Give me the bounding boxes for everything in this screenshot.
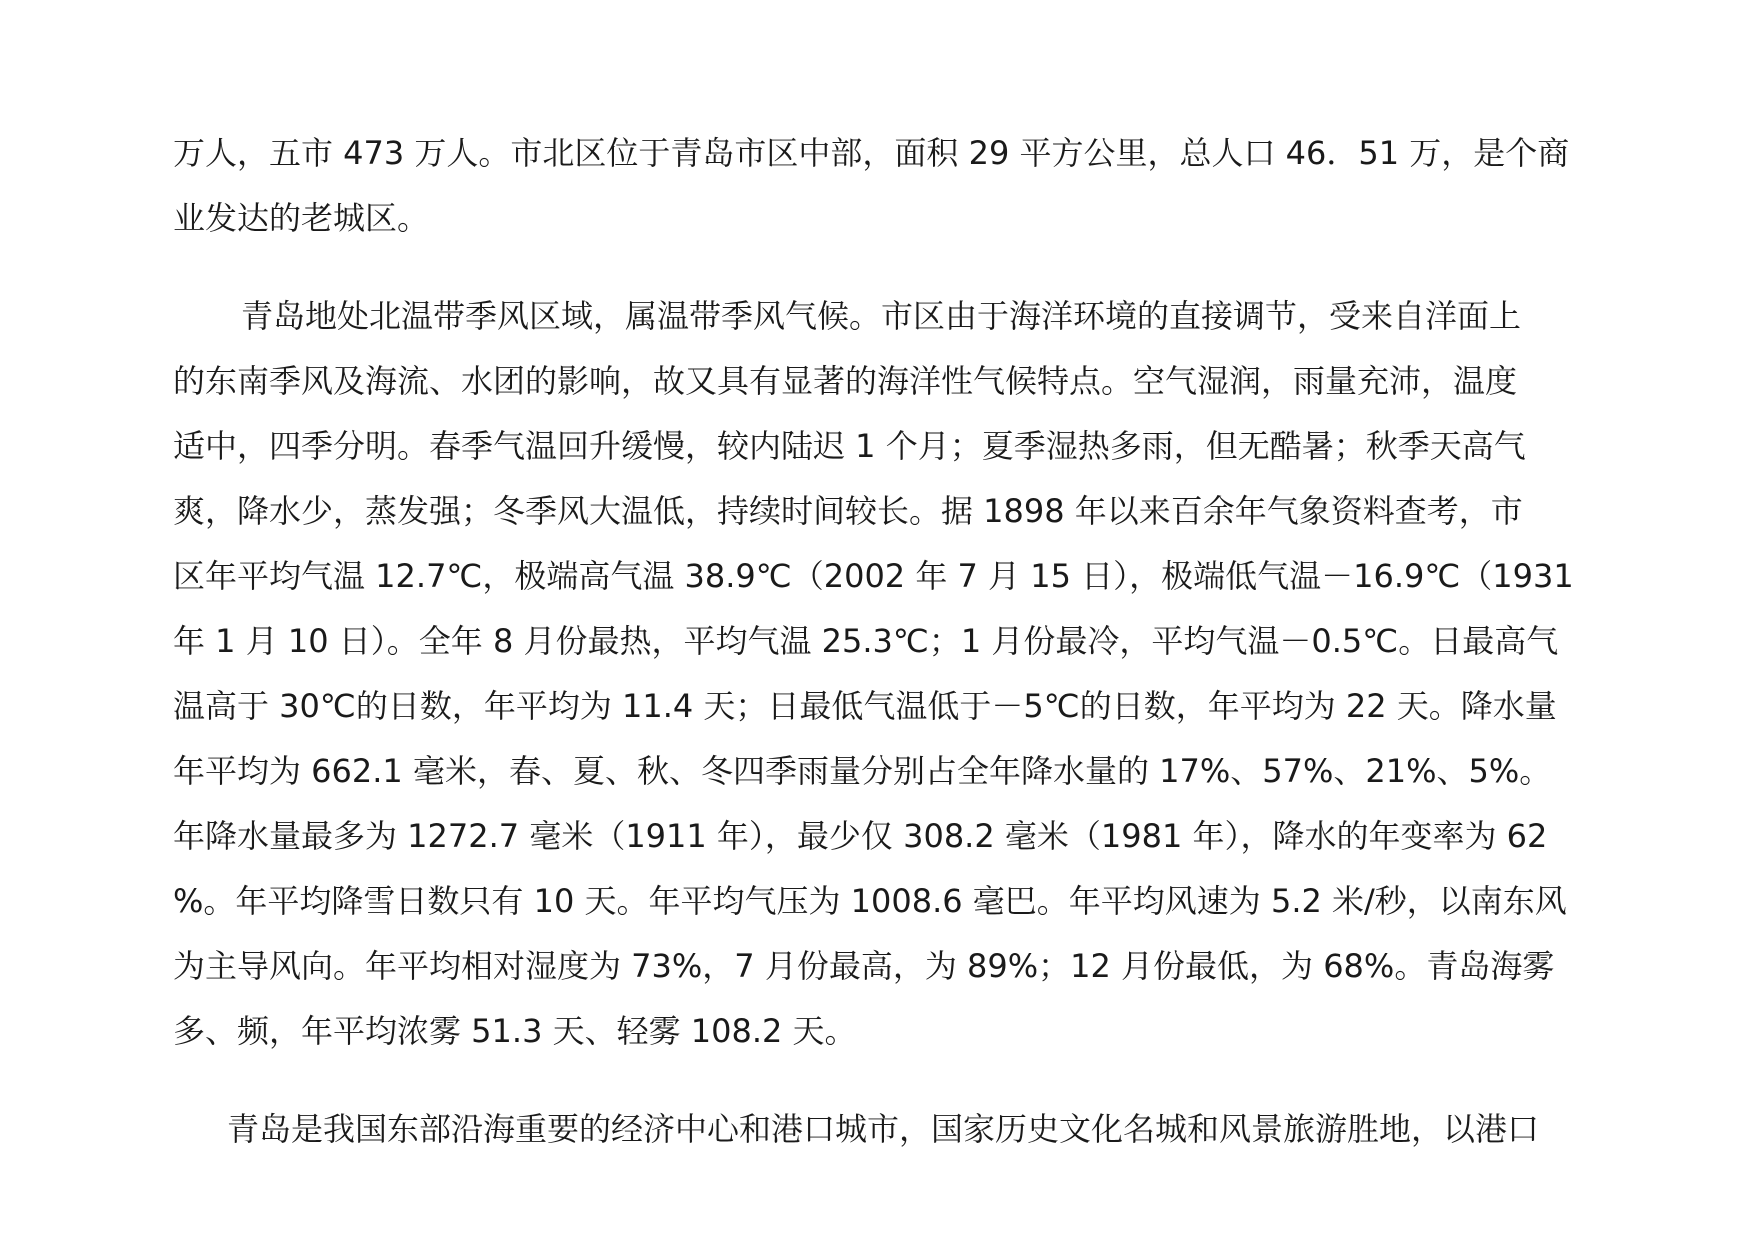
text-line: 适中，四季分明。春季气温回升缓慢，较内陆迟 1 个月；夏季湿热多雨，但无酷暑；秋季天高气 [173,427,1526,465]
text-line: 年 1 月 10 日）。全年 8 月份最热，平均气温 25.3℃；1 月份最冷，平均气温－0.5℃。日最高气 [173,622,1559,660]
text-line: 区年平均气温 12.7℃，极端高气温 38.9℃（2002 年 7 月 15 日），极端低气温－16.9℃（1931 [173,557,1574,595]
text-line: 爽，降水少，蒸发强；冬季风大温低，持续时间较长。据 1898 年以来百余年气象资料查考，市 [173,492,1523,530]
text-line: %。年平均降雪日数只有 10 天。年平均气压为 1008.6 毫巴。年平均风速为 5.2 米/秒，以南东风 [173,882,1567,920]
text-line: 为主导风向。年平均相对湿度为 73%，7 月份最高，为 89%；12 月份最低，为 68%。青岛海雾 [173,947,1555,985]
text-line: 万人，五市 473 万人。市北区位于青岛市区中部，面积 29 平方公里，总人口 46．51 万，是个商 [173,134,1570,172]
text-line: 多、频，年平均浓雾 51.3 天、轻雾 108.2 天。 [173,1012,857,1050]
text-line: 业发达的老城区。 [173,199,430,237]
text-line: 青岛地处北温带季风区域，属温带季风气候。市区由于海洋环境的直接调节，受来自洋面上 [241,297,1522,335]
text-line: 温高于 30℃的日数，年平均为 11.4 天；日最低气温低于－5℃的日数，年平均为 22 天。降水量 [173,687,1557,725]
text-line: 的东南季风及海流、水团的影响，故又具有显著的海洋性气候特点。空气湿润，雨量充沛，温度 [173,362,1518,400]
document-body [173,0,1593,1241]
text-line: 年降水量最多为 1272.7 毫米（1911 年），最少仅 308.2 毫米（1981 年），降水的年变率为 62 [173,817,1548,855]
text-line: 年平均为 662.1 毫米，春、夏、秋、冬四季雨量分别占全年降水量的 17%、57%、21%、5%。 [173,752,1552,790]
text-line: 青岛是我国东部沿海重要的经济中心和港口城市，国家历史文化名城和风景旅游胜地，以港口 [227,1110,1540,1148]
